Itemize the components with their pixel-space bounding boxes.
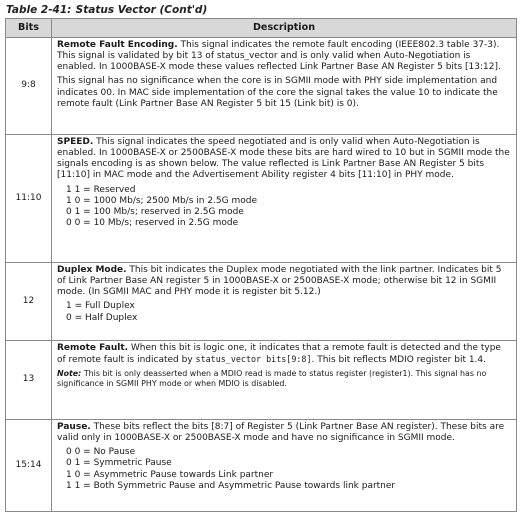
note [57, 369, 512, 389]
field-name: SPEED. [57, 137, 94, 147]
encoding-list [57, 447, 512, 492]
note-text: This bit is only deasserted when a MDIO read is made to status register (register1). This signal has no significance in SGMII PHY mode or when MDIO is disabled. [57, 369, 487, 389]
bits-cell: 12 [6, 263, 52, 341]
header-description: Description [52, 19, 517, 38]
description-paragraph [57, 265, 512, 298]
field-name: Duplex Mode. [57, 265, 127, 275]
table-caption-title: Status Vector [75, 4, 156, 16]
field-name: Remote Fault Encoding. [57, 40, 178, 50]
description-paragraph [57, 343, 512, 366]
description-cell [52, 263, 517, 341]
table-header-row [6, 19, 517, 38]
bits-cell: 13 [6, 341, 52, 420]
description-text: This signal has no significance when the core is in SGMII mode with PHY side implementation and indicates 00. In MAC side implementation of the core the signal takes the value 10 to indicate the remote fault (Link Partner Base AN Register 5 bit 15 (Link bit) is 0). [57, 76, 498, 109]
list-item: 0 0 = 10 Mb/s; reserved in 2.5G mode [66, 218, 239, 229]
code-reference: status_vector bits[9:8] [195, 354, 312, 365]
description-cell [52, 420, 517, 512]
description-paragraph [57, 422, 512, 444]
list-item: 0 0 = No Pause [66, 447, 136, 458]
list-item: 1 0 = Asymmetric Pause towards Link partner [66, 469, 274, 480]
encoding-list [57, 185, 512, 230]
list-item: 0 = Half Duplex [66, 312, 138, 323]
table-row [6, 38, 517, 135]
description-cell [52, 135, 517, 263]
header-bits: Bits [6, 19, 52, 38]
description-text: . This bit reflects MDIO register bit 1.4. [311, 355, 487, 366]
description-paragraph [57, 137, 512, 182]
table-row [6, 135, 517, 263]
description-text: This signal indicates the remote fault encoding (IEEE802.3 table 37-3). This signal is validated by bit 13 of status_vector and is only valid when Auto-Negotiation is enabled. In 1000BASE-X mode these values reflected Link Partner Base AN Register 5 bits [13:12]. [57, 40, 501, 73]
description-paragraph [57, 40, 512, 73]
table-row [6, 420, 517, 512]
list-item: 1 1 = Both Symmetric Pause and Asymmetric Pause towards link partner [66, 480, 396, 491]
list-item: 1 = Full Duplex [66, 301, 135, 312]
table-row [6, 341, 517, 420]
description-paragraph [57, 76, 512, 109]
encoding-list [57, 301, 512, 323]
table-caption-label: Table 2-41: [6, 4, 72, 16]
description-cell [52, 341, 517, 420]
note-label: Note: [57, 369, 82, 379]
list-item: 0 1 = 100 Mb/s; reserved in 2.5G mode [66, 206, 244, 217]
list-item: 1 1 = Reserved [66, 184, 136, 195]
description-text: These bits reflect the bits [8:7] of Register 5 (Link Partner Base AN register). These bits are valid only in 1000BASE-X or 2500BASE-X mode and have no significance in SGMII mode. [57, 422, 505, 444]
table-caption [6, 3, 518, 18]
bits-cell: 9:8 [6, 38, 52, 135]
field-name: Pause. [57, 422, 91, 432]
table-row [6, 263, 517, 341]
description-text: When this bit is logic one, it indicates that a remote fault is detected and the type of remote fault is indicated by [57, 343, 501, 366]
field-name: Remote Fault. [57, 343, 129, 353]
description-text: This signal indicates the speed negotiated and is only valid when Auto-Negotiation is enabled. In 1000BASE-X or 2500BASE-X mode these bits are hard wired to 10 but in SGMII mode the signals encoding is as shown below. The value reflected is Link Partner Base AN Register 5 bits [11:10] in MAC mode and the Advertisement Ability register 4 bits [11:10] in PHY mode. [57, 137, 510, 181]
status-vector-table [5, 18, 517, 512]
description-text: This bit indicates the Duplex mode negotiated with the link partner. Indicates bit 5 of Link Partner Base AN register 5 in 1000BASE-X or 2500BASE-X mode; otherwise bit 12 in SGMII mode. (In SGMII MAC and PHY mode it is register bit 5.12.) [57, 265, 502, 298]
description-cell [52, 38, 517, 135]
list-item: 0 1 = Symmetric Pause [66, 458, 172, 469]
bits-cell: 15:14 [6, 420, 52, 512]
bits-cell: 11:10 [6, 135, 52, 263]
table-caption-continued: (Cont'd) [159, 4, 208, 16]
list-item: 1 0 = 1000 Mb/s; 2500 Mb/s in 2.5G mode [66, 195, 257, 206]
